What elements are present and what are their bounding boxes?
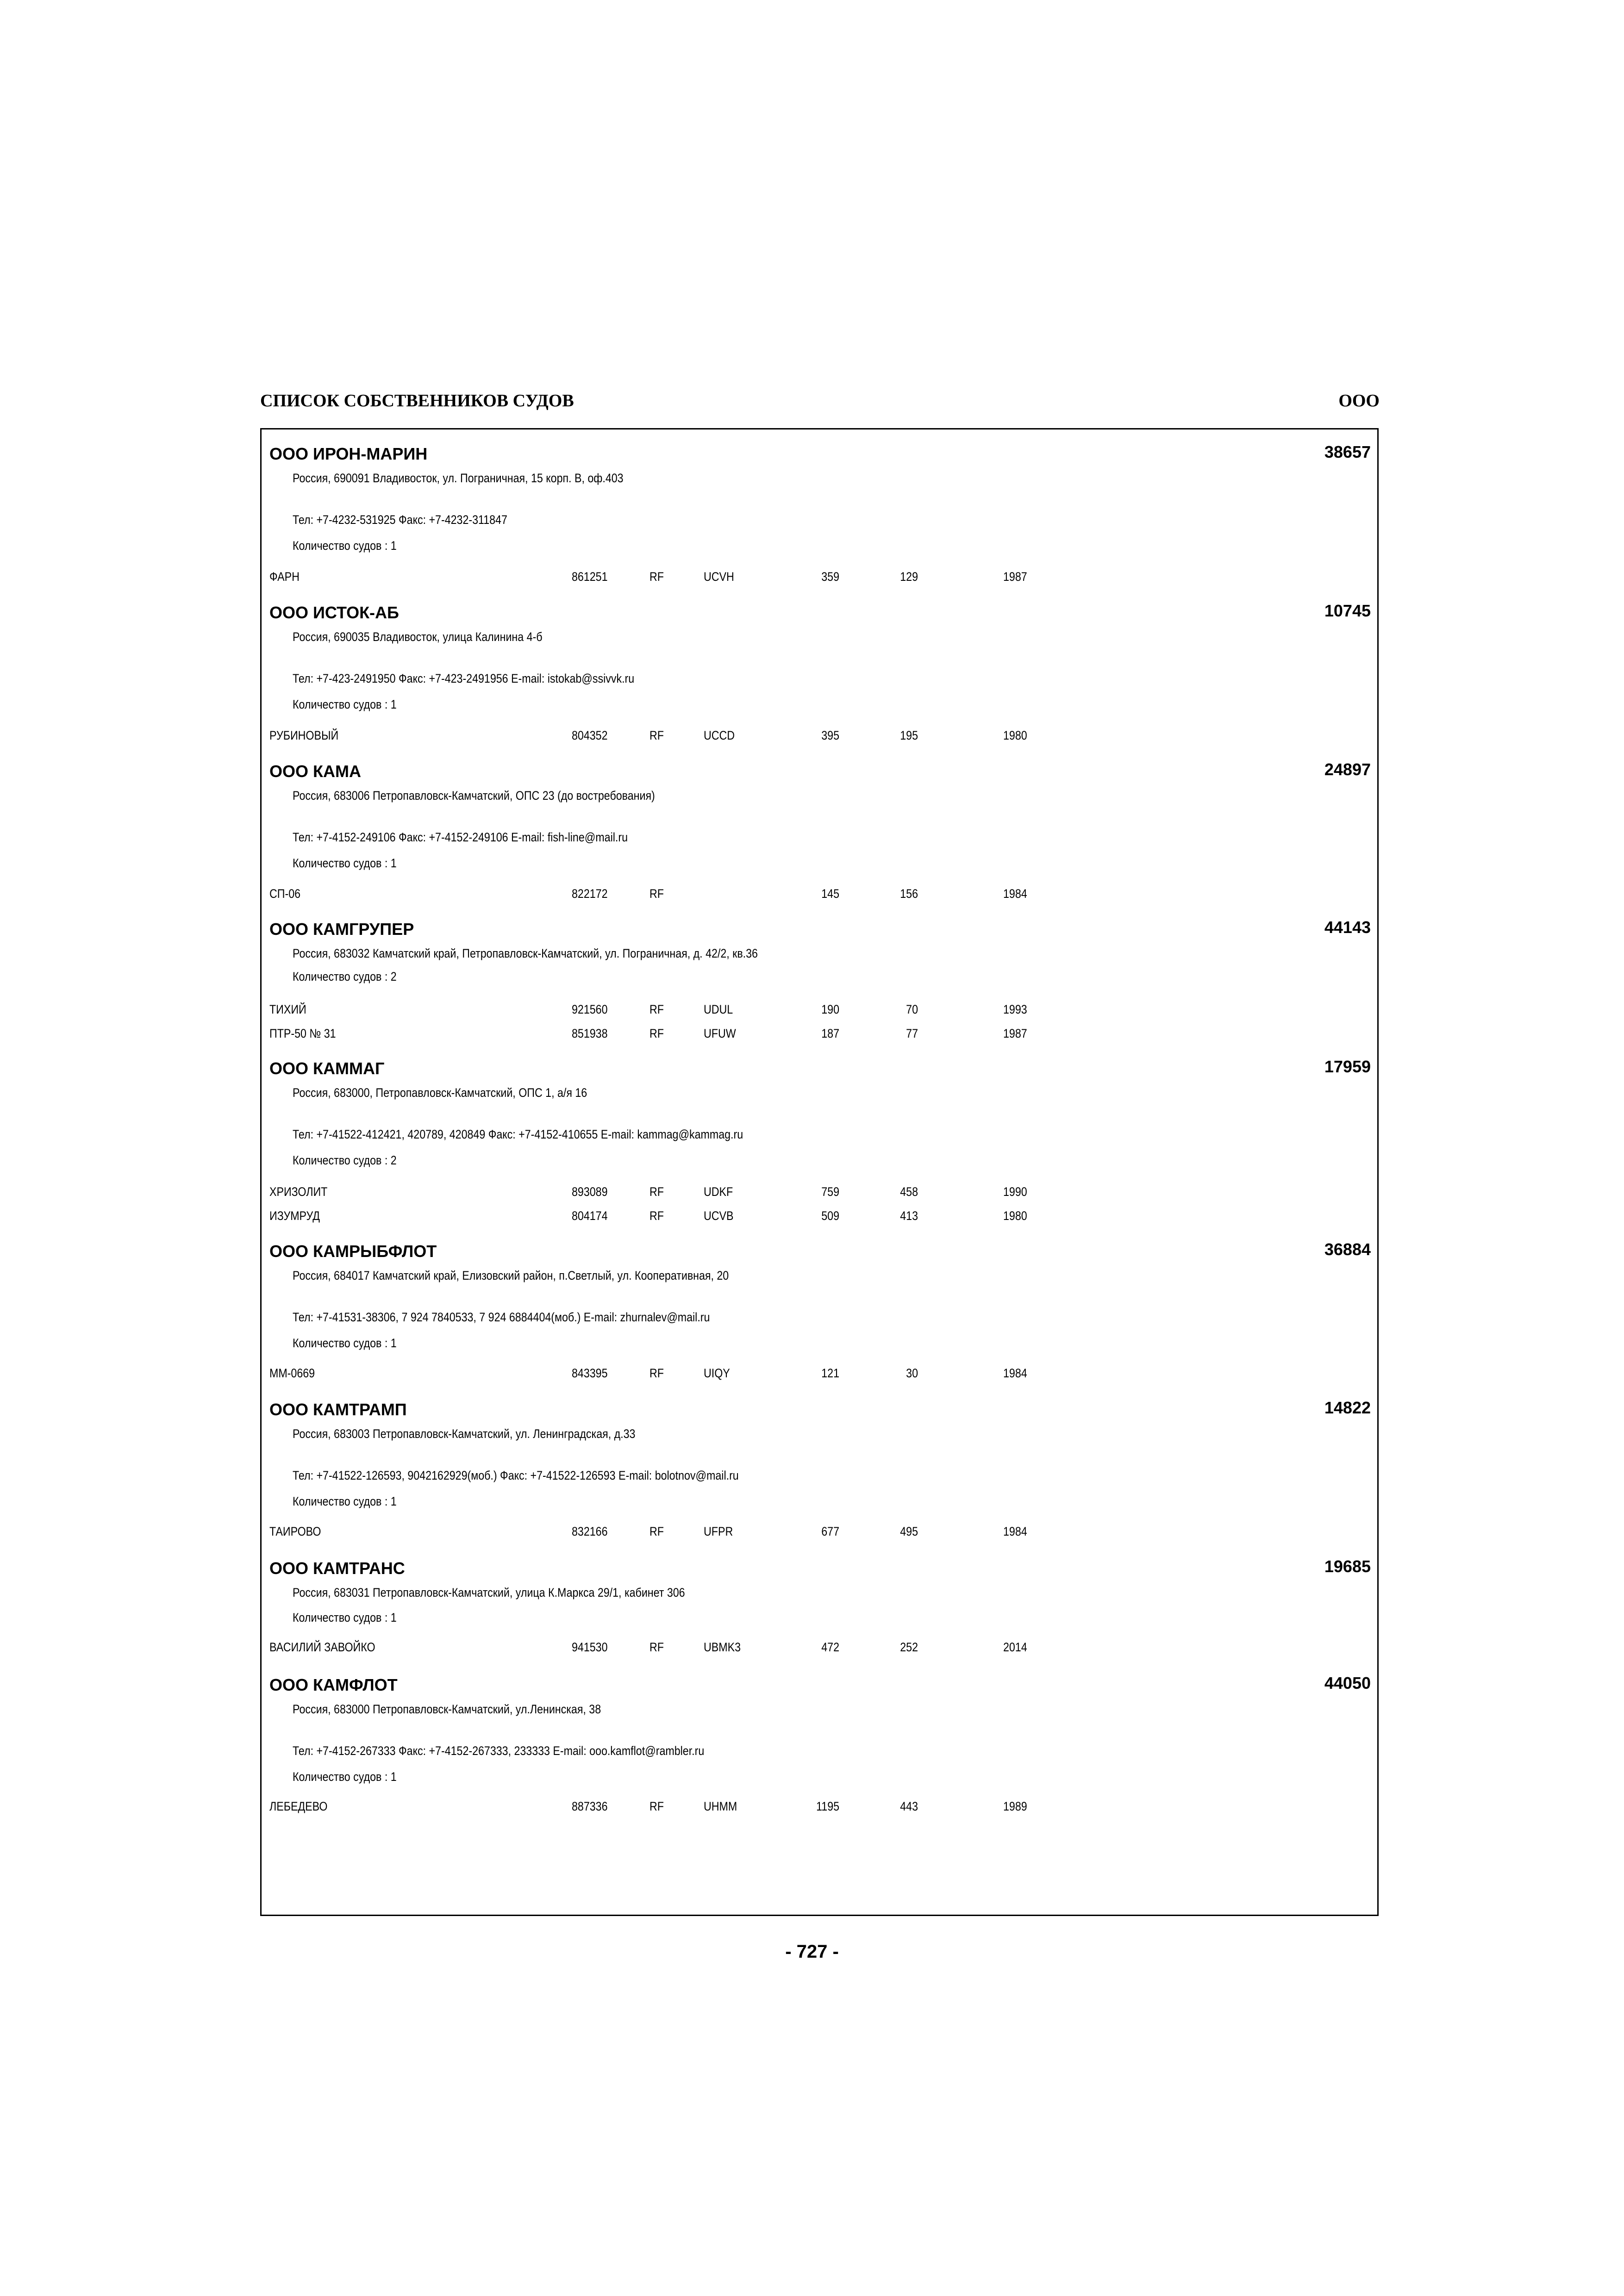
company-address: Россия, 683000, Петропавловск-Камчатский, ОПС 1, а/я 16 — [293, 1086, 587, 1100]
company-code: 44050 — [1324, 1674, 1371, 1692]
page-title: СПИСОК СОБСТВЕННИКОВ СУДОВ — [260, 391, 574, 411]
company-address: Россия, 683031 Петропавловск-Камчатский, улица К.Маркса 29/1, кабинет 306 — [293, 1586, 685, 1599]
vessel-flag: RF — [650, 1185, 664, 1199]
company-contacts: Тел: +7-4232-531925 Факс: +7-4232-311847 — [293, 513, 507, 527]
vessel-value-a: 359 — [821, 570, 839, 584]
vessel-number: 832166 — [572, 1524, 608, 1538]
vessel-value-a: 395 — [821, 728, 839, 742]
vessel-year: 1984 — [1003, 887, 1027, 901]
vessel-row — [262, 1366, 1377, 1382]
company-code: 10745 — [1324, 601, 1371, 620]
vessel-count: Количество судов : 2 — [293, 970, 397, 983]
vessel-flag: RF — [650, 887, 664, 901]
company-contacts: Тел: +7-41531-38306, 7 924 7840533, 7 924 6884404(моб.) E-mail: zhurnalev@mail.ru — [293, 1310, 710, 1324]
vessel-callsign: UBMK3 — [704, 1640, 741, 1654]
vessel-flag: RF — [650, 1209, 664, 1223]
vessel-name: ИЗУМРУД — [269, 1209, 320, 1223]
vessel-row — [262, 1640, 1377, 1656]
company-contacts: Тел: +7-4152-249106 Факс: +7-4152-249106 E-mail: fish-line@mail.ru — [293, 830, 628, 844]
company-address: Россия, 683006 Петропавловск-Камчатский, ОПС 23 (до востребования) — [293, 789, 655, 803]
company-name: ООО КАМРЫБФЛОТ — [269, 1242, 437, 1261]
company-address: Россия, 683003 Петропавловск-Камчатский, ул. Ленинградская, д.33 — [293, 1427, 636, 1441]
company-address: Россия, 684017 Камчатский край, Елизовский район, п.Светлый, ул. Кооперативная, 20 — [293, 1269, 729, 1282]
vessel-value-b: 458 — [900, 1185, 918, 1199]
vessel-name: РУБИНОВЫЙ — [269, 728, 339, 742]
page-number: - 727 - — [785, 1941, 839, 1962]
vessel-year: 1987 — [1003, 1027, 1027, 1040]
vessel-flag: RF — [650, 1640, 664, 1654]
vessel-count: Количество судов : 1 — [293, 1494, 397, 1508]
vessel-value-a: 759 — [821, 1185, 839, 1199]
vessel-number: 887336 — [572, 1799, 608, 1813]
vessel-number: 861251 — [572, 570, 608, 584]
vessel-name: ЛЕБЕДЕВО — [269, 1799, 328, 1813]
vessel-callsign: UFPR — [704, 1524, 733, 1538]
vessel-number: 804174 — [572, 1209, 608, 1223]
vessel-count: Количество судов : 1 — [293, 697, 397, 711]
vessel-count: Количество судов : 1 — [293, 1611, 397, 1624]
vessel-row — [262, 1027, 1377, 1042]
vessel-row — [262, 728, 1377, 744]
vessel-value-a: 190 — [821, 1002, 839, 1016]
vessel-name: ХРИЗОЛИТ — [269, 1185, 328, 1199]
company-code: 38657 — [1324, 442, 1371, 461]
vessel-callsign: UCVB — [704, 1209, 734, 1223]
company-name: ООО КАМА — [269, 762, 361, 781]
owners-list-frame — [260, 428, 1379, 1916]
company-address: Россия, 683000 Петропавловск-Камчатский, ул.Ленинская, 38 — [293, 1702, 601, 1716]
vessel-number: 804352 — [572, 728, 608, 742]
vessel-name: ВАСИЛИЙ ЗАВОЙКО — [269, 1640, 375, 1654]
vessel-value-b: 195 — [900, 728, 918, 742]
company-code: 14822 — [1324, 1398, 1371, 1417]
vessel-value-b: 77 — [906, 1027, 918, 1040]
vessel-year: 1984 — [1003, 1524, 1027, 1538]
vessel-value-a: 1195 — [816, 1799, 840, 1813]
vessel-number: 921560 — [572, 1002, 608, 1016]
vessel-value-b: 252 — [900, 1640, 918, 1654]
vessel-name: ФАРН — [269, 570, 300, 584]
vessel-value-a: 145 — [821, 887, 839, 901]
company-name: ООО ИСТОК-АБ — [269, 603, 399, 622]
vessel-callsign: UCVH — [704, 570, 734, 584]
vessel-row — [262, 1185, 1377, 1201]
vessel-year: 1980 — [1003, 728, 1027, 742]
vessel-callsign: UCCD — [704, 728, 735, 742]
vessel-flag: RF — [650, 728, 664, 742]
vessel-flag: RF — [650, 570, 664, 584]
vessel-year: 1980 — [1003, 1209, 1027, 1223]
vessel-flag: RF — [650, 1002, 664, 1016]
company-name: ООО КАМТРАНС — [269, 1559, 405, 1578]
page-header — [260, 391, 1380, 418]
vessel-value-a: 509 — [821, 1209, 839, 1223]
vessel-callsign: UDUL — [704, 1002, 733, 1016]
company-name: ООО КАМТРАМП — [269, 1400, 407, 1419]
company-code: 44143 — [1324, 918, 1371, 937]
company-contacts: Тел: +7-423-2491950 Факс: +7-423-2491956 E-mail: istokab@ssivvk.ru — [293, 672, 635, 685]
vessel-row — [262, 1209, 1377, 1225]
vessel-name: ММ-0669 — [269, 1366, 315, 1380]
vessel-callsign: UFUW — [704, 1027, 736, 1040]
vessel-value-b: 156 — [900, 887, 918, 901]
vessel-value-b: 30 — [906, 1366, 918, 1380]
company-contacts: Тел: +7-41522-412421, 420789, 420849 Факс: +7-4152-410655 E-mail: kammag@kammag.ru — [293, 1127, 743, 1141]
vessel-value-b: 129 — [900, 570, 918, 584]
company-code: 36884 — [1324, 1240, 1371, 1259]
company-address: Россия, 683032 Камчатский край, Петропавловск-Камчатский, ул. Пограничная, д. 42/2, кв.36 — [293, 946, 758, 960]
vessel-count: Количество судов : 2 — [293, 1153, 397, 1167]
vessel-number: 822172 — [572, 887, 608, 901]
company-code: 19685 — [1324, 1557, 1371, 1576]
vessel-name: СП-06 — [269, 887, 301, 901]
vessel-year: 1984 — [1003, 1366, 1027, 1380]
vessel-count: Количество судов : 1 — [293, 1770, 397, 1784]
vessel-callsign: UHMM — [704, 1799, 737, 1813]
vessel-number: 893089 — [572, 1185, 608, 1199]
vessel-flag: RF — [650, 1524, 664, 1538]
vessel-name: ПТР-50 № 31 — [269, 1027, 336, 1040]
vessel-flag: RF — [650, 1799, 664, 1813]
vessel-name: ТАИРОВО — [269, 1524, 321, 1538]
company-name: ООО КАМГРУПЕР — [269, 920, 414, 939]
company-name: ООО КАМФЛОТ — [269, 1675, 398, 1694]
vessel-number: 843395 — [572, 1366, 608, 1380]
vessel-value-a: 677 — [821, 1524, 839, 1538]
vessel-value-a: 121 — [821, 1366, 839, 1380]
company-name: ООО ИРОН-МАРИН — [269, 444, 428, 463]
company-name: ООО КАММАГ — [269, 1059, 385, 1078]
vessel-row — [262, 570, 1377, 585]
vessel-row — [262, 1002, 1377, 1018]
vessel-flag: RF — [650, 1027, 664, 1040]
company-contacts: Тел: +7-41522-126593, 9042162929(моб.) Факс: +7-41522-126593 E-mail: bolotnov@mail.ru — [293, 1468, 739, 1482]
vessel-row — [262, 887, 1377, 902]
vessel-number: 941530 — [572, 1640, 608, 1654]
vessel-callsign: UIQY — [704, 1366, 730, 1380]
vessel-name: ТИХИЙ — [269, 1002, 306, 1016]
vessel-year: 1987 — [1003, 570, 1027, 584]
vessel-count: Количество судов : 1 — [293, 856, 397, 870]
vessel-flag: RF — [650, 1366, 664, 1380]
vessel-callsign: UDKF — [704, 1185, 733, 1199]
vessel-year: 1989 — [1003, 1799, 1027, 1813]
vessel-year: 1993 — [1003, 1002, 1027, 1016]
vessel-value-b: 495 — [900, 1524, 918, 1538]
company-address: Россия, 690091 Владивосток, ул. Пограничная, 15 корп. В, оф.403 — [293, 471, 624, 485]
company-code: 17959 — [1324, 1057, 1371, 1076]
company-contacts: Тел: +7-4152-267333 Факс: +7-4152-267333, 233333 E-mail: ooo.kamflot@rambler.ru — [293, 1744, 705, 1758]
company-address: Россия, 690035 Владивосток, улица Калинина 4-б — [293, 630, 543, 644]
vessel-value-a: 187 — [821, 1027, 839, 1040]
vessel-number: 851938 — [572, 1027, 608, 1040]
vessel-value-b: 70 — [906, 1002, 918, 1016]
vessel-value-b: 443 — [900, 1799, 918, 1813]
vessel-value-a: 472 — [821, 1640, 839, 1654]
vessel-value-b: 413 — [900, 1209, 918, 1223]
vessel-count: Количество судов : 1 — [293, 1336, 397, 1350]
vessel-row — [262, 1524, 1377, 1540]
section-label: ООО — [1338, 391, 1380, 411]
company-code: 24897 — [1324, 760, 1371, 779]
vessel-year: 2014 — [1003, 1640, 1027, 1654]
vessel-year: 1990 — [1003, 1185, 1027, 1199]
vessel-row — [262, 1799, 1377, 1815]
vessel-count: Количество судов : 1 — [293, 539, 397, 553]
